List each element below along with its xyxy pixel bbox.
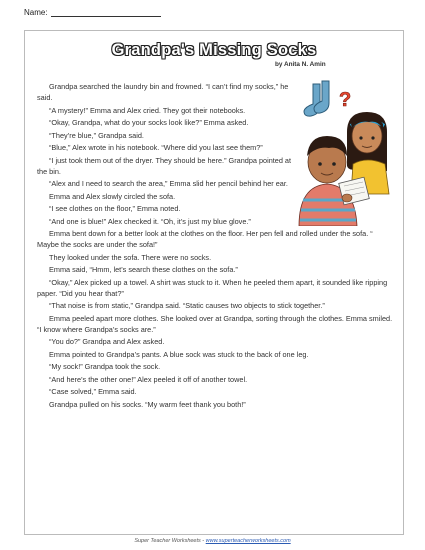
footer-site-name: Super Teacher Worksheets [134, 538, 201, 544]
story-paragraph: “You do?” Grandpa and Alex asked. [49, 337, 165, 347]
footer-separator: - [200, 538, 206, 544]
name-line [24, 8, 161, 17]
story-paragraph: “I see clothes on the floor,” Emma noted. [49, 204, 181, 214]
footer-link[interactable]: www.superteacherworksheets.com [205, 538, 291, 544]
story-paragraph: Emma peeled apart more clothes. She looked over at Grandpa, sorting through the clothes. Emma smiled. “I know where Grandpa’s socks are.” [37, 313, 393, 334]
story-paragraph: “And here’s the other one!” Alex peeled it off of another towel. [49, 374, 248, 384]
story-paragraph: Emma and Alex slowly circled the sofa. [49, 191, 176, 201]
story-paragraph: “Okay,” Alex picked up a towel. A shirt was stuck to it. When he peeled them apart, it sounded like ripping paper. “Did you hear that?” [37, 277, 388, 298]
story-paragraph: “A mystery!” Emma and Alex cried. They got their notebooks. [49, 105, 246, 115]
name-label: Name: [24, 8, 48, 17]
story-paragraph: Emma said, “Hmm, let’s search these clothes on the sofa.” [49, 265, 238, 275]
footer [0, 538, 425, 544]
question-mark-icon: ? [339, 89, 352, 111]
story-paragraph: “My sock!” Grandpa took the sock. [49, 362, 161, 372]
story-paragraph: “And one is blue!” Alex checked it. “Oh, it’s just my blue glove.” [49, 216, 251, 226]
byline: by Anita N. Amin [275, 61, 326, 68]
worksheet-box [24, 30, 404, 535]
story-paragraph: They looked under the sofa. There were no socks. [49, 252, 212, 262]
page-title: Grandpa's Missing Socks [111, 41, 317, 59]
story-paragraph: “Case solved,” Emma said. [49, 387, 137, 397]
story-paragraph: “That noise is from static,” Grandpa said. “Static causes two objects to stick together.” [49, 301, 325, 311]
story-paragraph: “Blue,” Alex wrote in his notebook. “Where did you last see them?” [49, 143, 263, 153]
story-text [37, 81, 393, 411]
story-paragraph: “They’re blue,” Grandpa said. [49, 130, 144, 140]
story-paragraph: “I just took them out of the dryer. They should be here.” Grandpa pointed at the bin. [37, 155, 292, 176]
story-paragraph: Emma pointed to Grandpa’s pants. A blue sock was stuck to the back of one leg. [49, 349, 309, 359]
story-paragraph: Grandpa searched the laundry bin and frowned. “I can’t find my socks,” he said. [37, 82, 289, 103]
story-paragraph: “Alex and I need to search the area,” Emma slid her pencil behind her ear. [49, 179, 288, 189]
story-paragraph: “Okay, Grandpa, what do your socks look like?” Emma asked. [49, 118, 249, 128]
story-paragraph: Grandpa pulled on his socks. “My warm feet thank you both!” [49, 399, 246, 409]
story-paragraph: Emma bent down for a better look at the clothes on the floor. Her pen fell and rolled under the sofa. “ Maybe the socks are under the sofa!” [37, 229, 373, 250]
name-blank [51, 8, 161, 17]
